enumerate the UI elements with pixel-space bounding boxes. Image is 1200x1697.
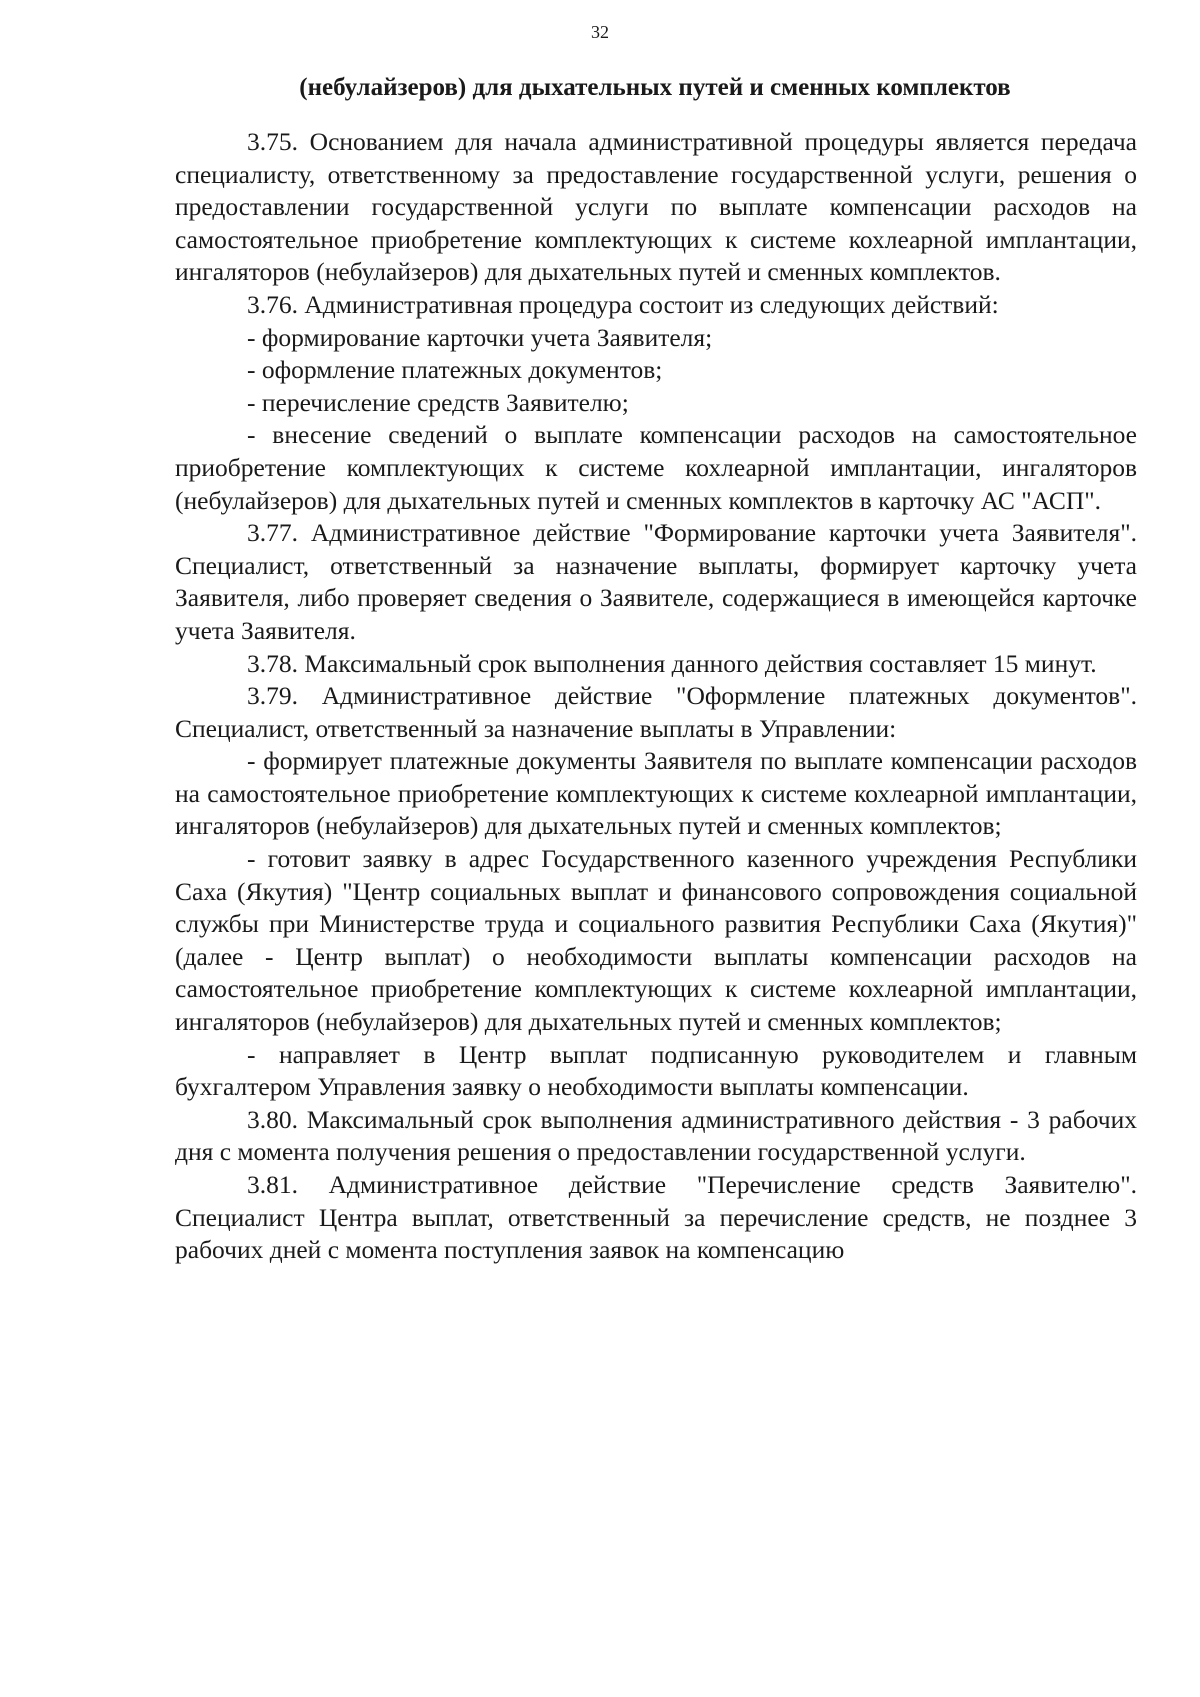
list-item-card-formation: - формирование карточки учета Заявителя;	[247, 322, 713, 352]
list-item-forms-documents: - формирует платежные документы Заявителя по выплате компенсации расходов на самостоятельное приобретение комплектующих к системе кохлеарной имплантации, ингаляторов (небулайзеров) для дыхательных путей и сменных комплектов;	[175, 746, 1137, 841]
paragraph-3-75: 3.75. Основанием для начала административной процедуры является передача специалисту, ответственному за предоставление государственной услуги, решения о предоставлении государственной услуги по выплате компенсации расходов на самостоятельное приобретение комплектующих к системе кохлеарной имплантации, ингаляторов (небулайзеров) для дыхательных путей и сменных комплектов.	[175, 127, 1137, 287]
list-item-data-entry: - внесение сведений о выплате компенсации расходов на самостоятельное приобретение комплектующих к системе кохлеарной имплантации, ингаляторов (небулайзеров) для дыхательных путей и сменных комплектов в карточку АС "АСП".	[175, 420, 1137, 515]
paragraph-3-77: 3.77. Административное действие "Формирование карточки учета Заявителя". Специалист, ответственный за назначение выплаты, формирует карточку учета Заявителя, либо проверяет сведения о Заявителе, содержащиеся в имеющейся карточке учета Заявителя.	[175, 518, 1137, 645]
list-item-sends-request: - направляет в Центр выплат подписанную руководителем и главным бухгалтером Управления заявку о необходимости выплаты компенсации.	[175, 1039, 1137, 1102]
page-number: 32	[591, 22, 609, 42]
list-item-payment-documents: - оформление платежных документов;	[247, 355, 663, 385]
paragraph-3-81: 3.81. Административное действие "Перечисление средств Заявителю". Специалист Центра выплат, ответственный за перечисление средств, не позднее 3 рабочих дней с момента поступления заявок на компенсацию	[175, 1170, 1137, 1265]
list-item-prepares-request: - готовит заявку в адрес Государственного казенного учреждения Республики Саха (Якутия) "Центр социальных выплат и финансового сопровождения социальной службы при Министерстве труда и социального развития Республики Саха (Якутия)" (далее - Центр выплат) о необходимости выплаты компенсации расходов на самостоятельное приобретение комплектующих к системе кохлеарной имплантации, ингаляторов (небулайзеров) для дыхательных путей и сменных комплектов;	[175, 844, 1137, 1037]
paragraph-3-79: 3.79. Административное действие "Оформление платежных документов". Специалист, ответственный за назначение выплаты в Управлении:	[175, 681, 1137, 743]
paragraph-3-76: 3.76. Административная процедура состоит из следующих действий:	[247, 289, 999, 319]
paragraph-3-80: 3.80. Максимальный срок выполнения административного действия - 3 рабочих дня с момента получения решения о предоставлении государственной услуги.	[175, 1104, 1137, 1167]
section-heading: (небулайзеров) для дыхательных путей и сменных комплектов	[299, 74, 1011, 101]
list-item-funds-transfer: - перечисление средств Заявителю;	[247, 387, 629, 417]
paragraph-3-78: 3.78. Максимальный срок выполнения данного действия составляет 15 минут.	[247, 648, 1097, 678]
document-body	[175, 126, 1137, 1267]
